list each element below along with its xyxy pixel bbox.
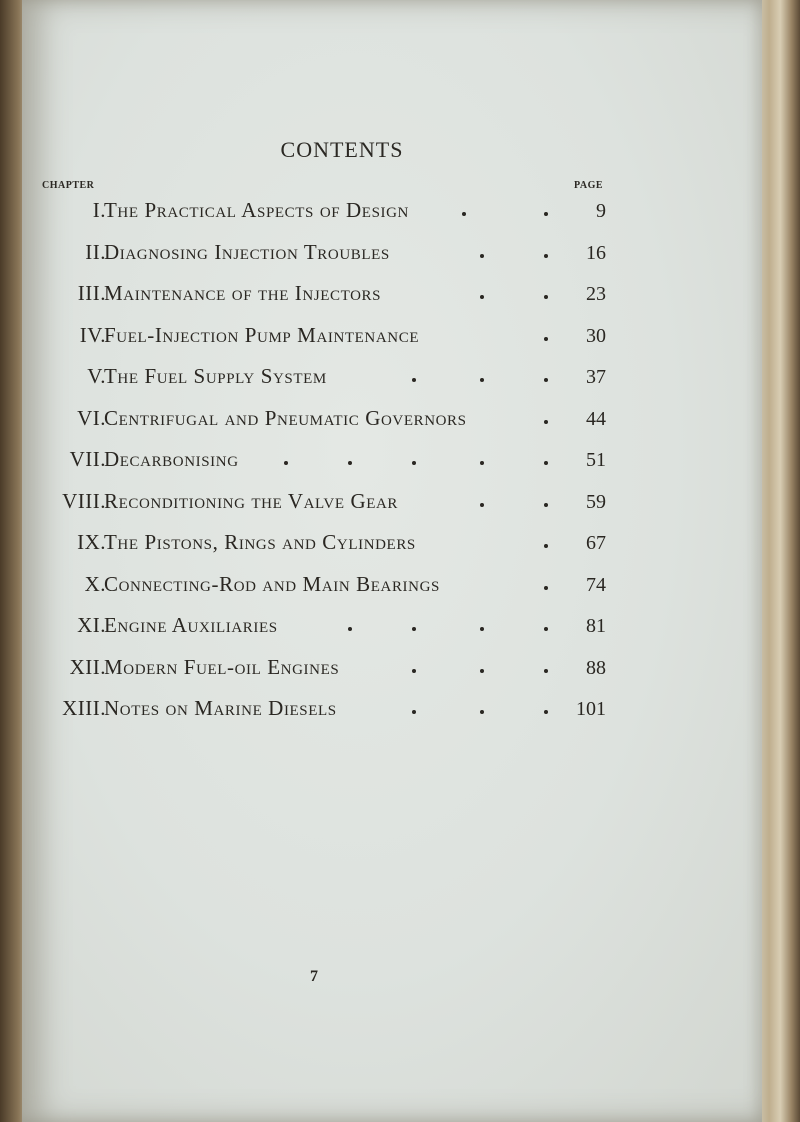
chapter-title: Decarbonising — [104, 447, 239, 471]
page-number: 51 — [586, 449, 606, 471]
chapter-number: XIII. — [62, 696, 106, 720]
page-folio: 7 — [310, 968, 318, 985]
dot-leader — [22, 275, 762, 316]
chapter-number: II. — [85, 239, 106, 264]
dot-leader — [22, 234, 762, 275]
toc-entry — [22, 275, 762, 317]
leader-dot — [412, 461, 416, 465]
chapter-number: X. — [84, 571, 106, 596]
chapter-number: XI. — [77, 613, 106, 637]
table-of-contents — [22, 192, 762, 732]
chapter-number: IV. — [79, 322, 106, 347]
page-number: 23 — [586, 283, 606, 305]
chapter-title: Diagnosing Injection Troubles — [104, 239, 390, 264]
chapter-title: Maintenance of the Injectors — [104, 281, 382, 305]
chapter-title: Engine Auxiliaries — [104, 613, 278, 637]
dot-leader — [22, 441, 762, 482]
toc-entry — [22, 317, 762, 359]
chapter-title: Connecting-Rod and Main Bearings — [104, 571, 440, 596]
leader-dot — [480, 669, 484, 673]
leader-dot — [480, 627, 484, 631]
page-number: 9 — [596, 200, 606, 222]
leader-dot — [412, 378, 416, 382]
chapter-title: Reconditioning the Valve Gear — [104, 488, 399, 513]
toc-entry — [22, 192, 762, 234]
page-title: CONTENTS — [280, 137, 404, 162]
leader-dot — [412, 627, 416, 631]
cover-edge — [756, 0, 800, 1122]
leader-dot — [348, 461, 352, 465]
page-column-header: PAGE — [574, 180, 604, 191]
dot-leader — [22, 607, 762, 648]
page-number: 44 — [586, 407, 606, 430]
leader-dot — [412, 710, 416, 714]
chapter-number: VII. — [69, 447, 106, 471]
dot-leader — [22, 483, 762, 524]
chapter-title: The Fuel Supply System — [104, 364, 327, 388]
toc-entry — [22, 441, 762, 483]
page-number: 30 — [586, 324, 606, 347]
toc-entry — [22, 524, 762, 566]
leader-dot — [348, 627, 352, 631]
chapter-title: Fuel-Injection Pump Maintenance — [104, 322, 420, 347]
leader-dot — [480, 710, 484, 714]
book-page — [22, 0, 762, 1122]
toc-entry — [22, 358, 762, 400]
chapter-title: Modern Fuel-oil Engines — [104, 654, 340, 679]
chapter-number: I. — [92, 198, 106, 222]
toc-entry — [22, 690, 762, 732]
dot-leader — [22, 566, 762, 607]
chapter-title: Centrifugal and Pneumatic Governors — [104, 405, 467, 430]
chapter-title: Notes on Marine Diesels — [104, 696, 337, 720]
dot-leader — [22, 400, 762, 441]
chapter-number: IX. — [77, 530, 106, 554]
toc-entry — [22, 607, 762, 649]
toc-entry — [22, 649, 762, 691]
leader-dot — [412, 669, 416, 673]
dot-leader — [22, 192, 762, 233]
chapter-number: III. — [77, 281, 106, 305]
page-number: 74 — [586, 573, 606, 596]
chapter-number: VIII. — [62, 488, 106, 513]
dot-leader — [22, 317, 762, 358]
dot-leader — [22, 690, 762, 731]
chapter-number: VI. — [77, 405, 106, 430]
page-number: 37 — [586, 366, 606, 388]
leader-dot — [480, 254, 484, 258]
leader-dot — [480, 378, 484, 382]
chapter-number: V. — [87, 364, 106, 388]
leader-dot — [480, 295, 484, 299]
page-number: 67 — [586, 532, 606, 554]
chapter-title: The Pistons, Rings and Cylinders — [104, 530, 416, 554]
dot-leader — [22, 649, 762, 690]
toc-entry — [22, 483, 762, 525]
chapter-column-header: CHAPTER — [42, 180, 95, 191]
page-number: 59 — [586, 490, 606, 513]
page-number: 81 — [586, 615, 606, 637]
toc-entry — [22, 234, 762, 276]
leader-dot — [480, 461, 484, 465]
page-number: 101 — [576, 698, 606, 720]
toc-entry — [22, 566, 762, 608]
chapter-number: XII. — [69, 654, 106, 679]
page-number: 88 — [586, 656, 606, 679]
leader-dot — [462, 212, 466, 216]
page-number: 16 — [586, 241, 606, 264]
dot-leader — [22, 524, 762, 565]
chapter-title: The Practical Aspects of Design — [104, 198, 409, 222]
toc-entry — [22, 400, 762, 442]
dot-leader — [22, 358, 762, 399]
leader-dot — [480, 503, 484, 507]
leader-dot — [284, 461, 288, 465]
